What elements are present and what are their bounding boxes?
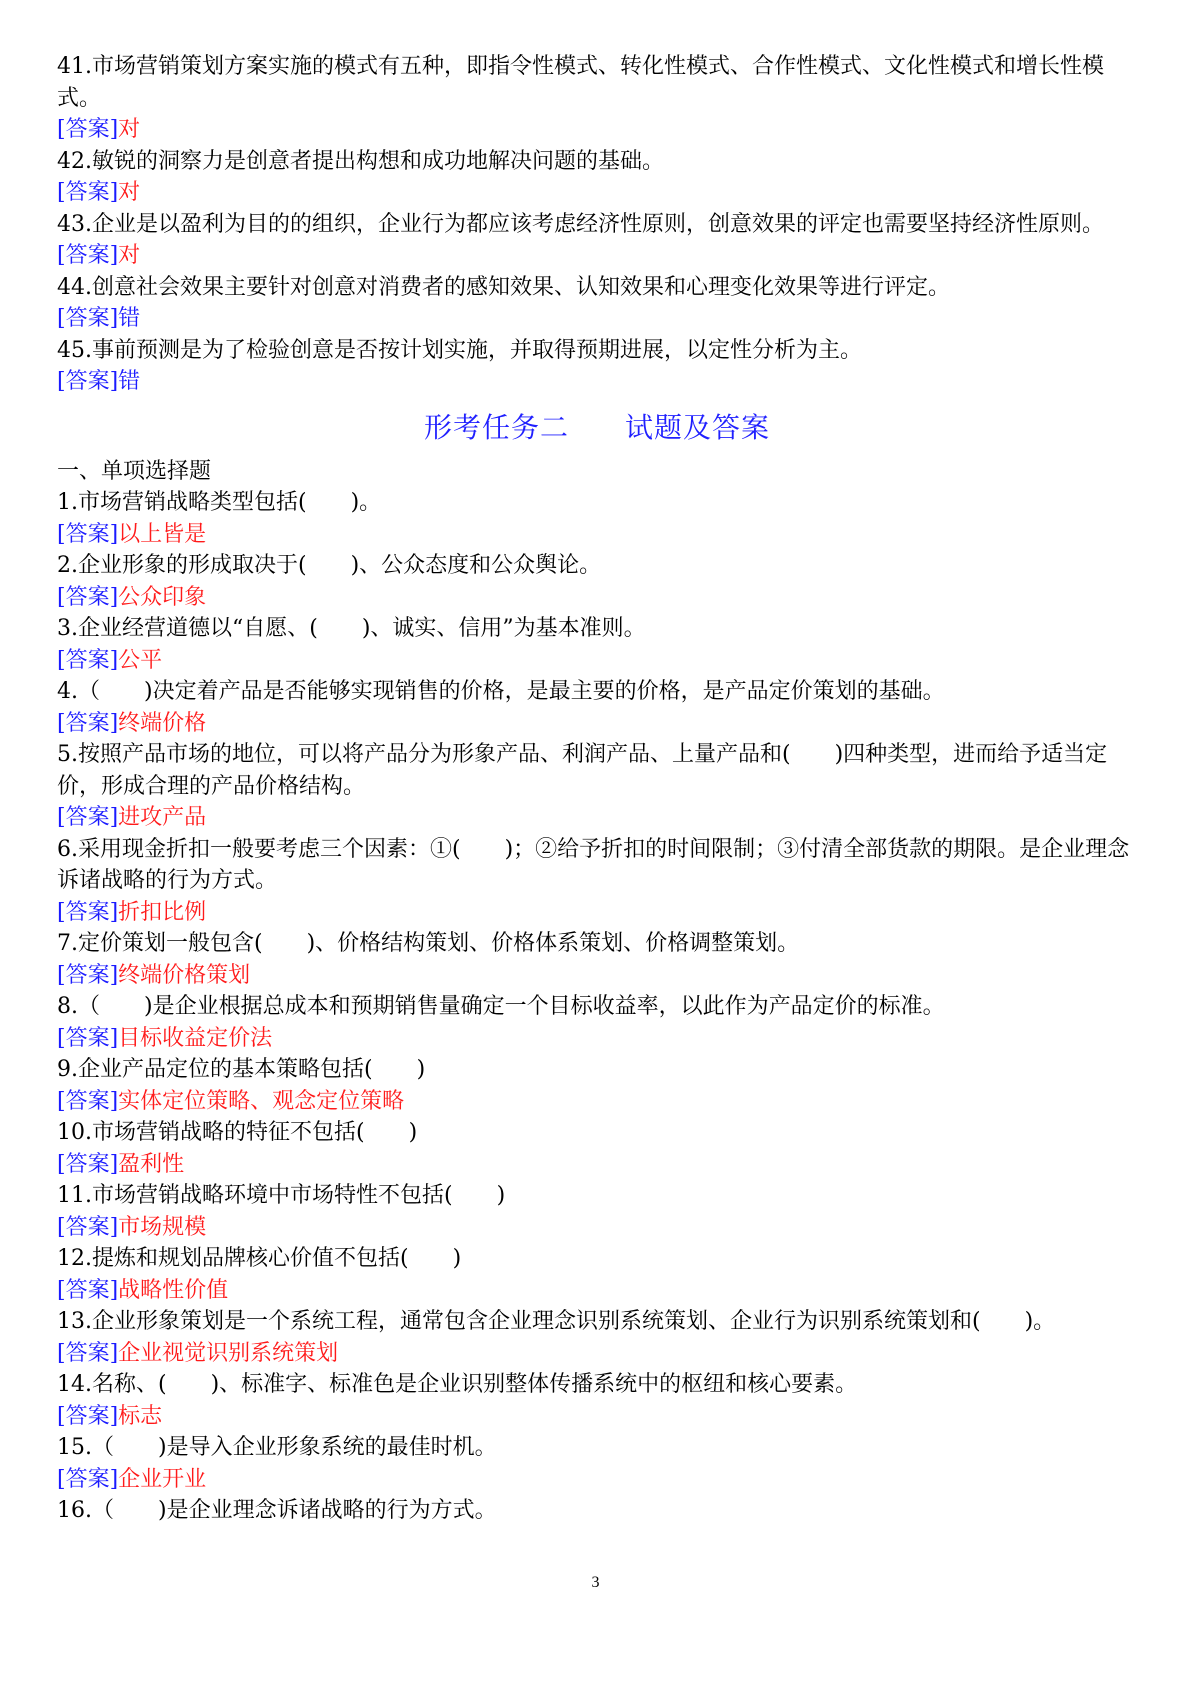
answer-value: 错 bbox=[118, 306, 141, 331]
question-text: 11.市场营销战略环境中市场特性不包括( ) bbox=[57, 1183, 506, 1208]
answer-line bbox=[57, 582, 1137, 614]
answer-value: 错 bbox=[118, 369, 141, 394]
question-12 bbox=[57, 1243, 1137, 1306]
answer-line bbox=[57, 645, 1137, 677]
answer-prefix: [答案] bbox=[57, 1214, 119, 1240]
answer-value: 对 bbox=[118, 180, 141, 205]
question-text: 41.市场营销策划方案实施的模式有五种，即指令性模式、转化性模式、合作性模式、文化性模式和增长性模式。 bbox=[57, 54, 1104, 111]
question-7 bbox=[57, 928, 1137, 991]
question-text: 43.企业是以盈利为目的的组织，企业行为都应该考虑经济性原则，创意效果的评定也需要坚持经济性原则。 bbox=[57, 211, 1104, 237]
answer-line bbox=[57, 802, 1137, 834]
answer-prefix: [答案] bbox=[57, 306, 119, 331]
question-4 bbox=[57, 676, 1137, 739]
answer-value: 进攻产品 bbox=[118, 805, 207, 830]
answer-prefix: [答案] bbox=[57, 1151, 119, 1177]
question-42 bbox=[57, 146, 1137, 209]
answer-line bbox=[57, 1338, 1137, 1370]
question-8 bbox=[57, 991, 1137, 1054]
answer-prefix: [答案] bbox=[57, 962, 119, 988]
question-text: 6.采用现金折扣一般要考虑三个因素：①( )；②给予折扣的时间限制；③付清全部货款的期限。是企业理念诉诸战略的行为方式。 bbox=[57, 836, 1130, 893]
answer-value: 对 bbox=[118, 243, 141, 268]
question-text: 8.（ )是企业根据总成本和预期销售量确定一个目标收益率，以此作为产品定价的标准。 bbox=[57, 994, 945, 1019]
answer-value: 标志 bbox=[118, 1403, 163, 1429]
answer-prefix: [答案] bbox=[57, 899, 119, 925]
answer-line bbox=[57, 1212, 1137, 1244]
question-text: 4.（ )决定着产品是否能够实现销售的价格，是最主要的价格，是产品定价策划的基础。 bbox=[57, 679, 945, 704]
question-45 bbox=[57, 335, 1137, 398]
question-15 bbox=[57, 1432, 1137, 1495]
answer-value: 目标收益定价法 bbox=[118, 1025, 273, 1051]
question-44 bbox=[57, 272, 1137, 335]
heading-left: 形考任务二 bbox=[423, 410, 569, 444]
question-43 bbox=[57, 209, 1137, 272]
answer-line bbox=[57, 519, 1137, 551]
answer-prefix: [答案] bbox=[57, 1403, 119, 1429]
answer-prefix: [答案] bbox=[57, 180, 119, 205]
question-text: 14.名称、( )、标准字、标准色是企业识别整体传播系统中的枢纽和核心要素。 bbox=[57, 1372, 858, 1397]
answer-line bbox=[57, 708, 1137, 740]
answer-prefix: [答案] bbox=[57, 243, 119, 268]
answer-line bbox=[57, 114, 1137, 146]
question-text: 45.事前预测是为了检验创意是否按计划实施，并取得预期进展，以定性分析为主。 bbox=[57, 337, 862, 363]
question-text: 13.企业形象策划是一个系统工程，通常包含企业理念识别系统策划、企业行为识别系统策划和( )。 bbox=[57, 1309, 1056, 1334]
question-2 bbox=[57, 550, 1137, 613]
question-text: 1.市场营销战略类型包括( )。 bbox=[57, 490, 382, 515]
question-41 bbox=[57, 51, 1137, 146]
question-11 bbox=[57, 1180, 1137, 1243]
question-text: 3.企业经营道德以“自愿、( )、诚实、信用”为基本准则。 bbox=[57, 616, 646, 641]
answer-value: 实体定位策略、观念定位策略 bbox=[118, 1088, 405, 1114]
answer-line bbox=[57, 1149, 1137, 1181]
answer-line bbox=[57, 1464, 1137, 1496]
question-text: 44.创意社会效果主要针对创意对消费者的感知效果、认知效果和心理变化效果等进行评定。 bbox=[57, 274, 950, 300]
part2-questions bbox=[57, 487, 1137, 1527]
answer-line bbox=[57, 303, 1137, 335]
answer-line bbox=[57, 366, 1137, 398]
question-13 bbox=[57, 1306, 1137, 1369]
heading-right: 试题及答案 bbox=[625, 410, 771, 444]
answer-value: 公平 bbox=[118, 647, 163, 673]
question-text: 9.企业产品定位的基本策略包括( ) bbox=[57, 1057, 426, 1082]
question-text: 5.按照产品市场的地位，可以将产品分为形象产品、利润产品、上量产品和( )四种类型，进而给予适当定价，形成合理的产品价格结构。 bbox=[57, 742, 1108, 799]
question-text: 16.（ )是企业理念诉诸战略的行为方式。 bbox=[57, 1498, 497, 1523]
answer-value: 折扣比例 bbox=[118, 899, 207, 925]
answer-value: 盈利性 bbox=[118, 1151, 185, 1177]
answer-value: 企业视觉识别系统策划 bbox=[118, 1340, 339, 1366]
answer-line bbox=[57, 240, 1137, 272]
answer-value: 战略性价值 bbox=[118, 1277, 229, 1303]
answer-prefix: [答案] bbox=[57, 1025, 119, 1051]
question-9 bbox=[57, 1054, 1137, 1117]
answer-prefix: [答案] bbox=[57, 1340, 119, 1366]
answer-line bbox=[57, 1023, 1137, 1055]
answer-line bbox=[57, 177, 1137, 209]
answer-value: 终端价格 bbox=[118, 710, 207, 736]
answer-line bbox=[57, 1086, 1137, 1118]
question-10 bbox=[57, 1117, 1137, 1180]
answer-value: 对 bbox=[118, 117, 141, 142]
question-6 bbox=[57, 834, 1137, 929]
answer-line bbox=[57, 1401, 1137, 1433]
question-1 bbox=[57, 487, 1137, 550]
answer-prefix: [答案] bbox=[57, 1088, 119, 1114]
page-number: 3 bbox=[591, 1574, 600, 1591]
question-text: 15.（ )是导入企业形象系统的最佳时机。 bbox=[57, 1435, 497, 1460]
question-text: 2.企业形象的形成取决于( )、公众态度和公众舆论。 bbox=[57, 553, 602, 578]
section-title: 一、单项选择题 bbox=[57, 458, 212, 484]
answer-value: 企业开业 bbox=[118, 1466, 207, 1492]
part1-questions bbox=[57, 51, 1137, 398]
answer-prefix: [答案] bbox=[57, 647, 119, 673]
answer-prefix: [答案] bbox=[57, 710, 119, 736]
answer-prefix: [答案] bbox=[57, 521, 119, 547]
question-text: 12.提炼和规划品牌核心价值不包括( ) bbox=[57, 1246, 462, 1271]
question-3 bbox=[57, 613, 1137, 676]
document-page bbox=[57, 51, 1137, 1527]
answer-prefix: [答案] bbox=[57, 1466, 119, 1492]
question-5 bbox=[57, 739, 1137, 834]
question-text: 7.定价策划一般包含( )、价格结构策划、价格体系策划、价格调整策划。 bbox=[57, 931, 800, 956]
question-text: 42.敏锐的洞察力是创意者提出构想和成功地解决问题的基础。 bbox=[57, 148, 664, 174]
question-16 bbox=[57, 1495, 1137, 1527]
question-14 bbox=[57, 1369, 1137, 1432]
answer-prefix: [答案] bbox=[57, 1277, 119, 1303]
answer-line bbox=[57, 960, 1137, 992]
answer-value: 终端价格策划 bbox=[118, 962, 251, 988]
answer-value: 市场规模 bbox=[118, 1214, 207, 1240]
answer-value: 以上皆是 bbox=[118, 521, 207, 547]
section-heading bbox=[57, 408, 1137, 448]
answer-line bbox=[57, 897, 1137, 929]
answer-line bbox=[57, 1275, 1137, 1307]
answer-prefix: [答案] bbox=[57, 369, 119, 394]
answer-prefix: [答案] bbox=[57, 117, 119, 142]
question-text: 10.市场营销战略的特征不包括( ) bbox=[57, 1120, 418, 1145]
answer-prefix: [答案] bbox=[57, 805, 119, 830]
answer-prefix: [答案] bbox=[57, 584, 119, 610]
answer-value: 公众印象 bbox=[118, 584, 207, 610]
